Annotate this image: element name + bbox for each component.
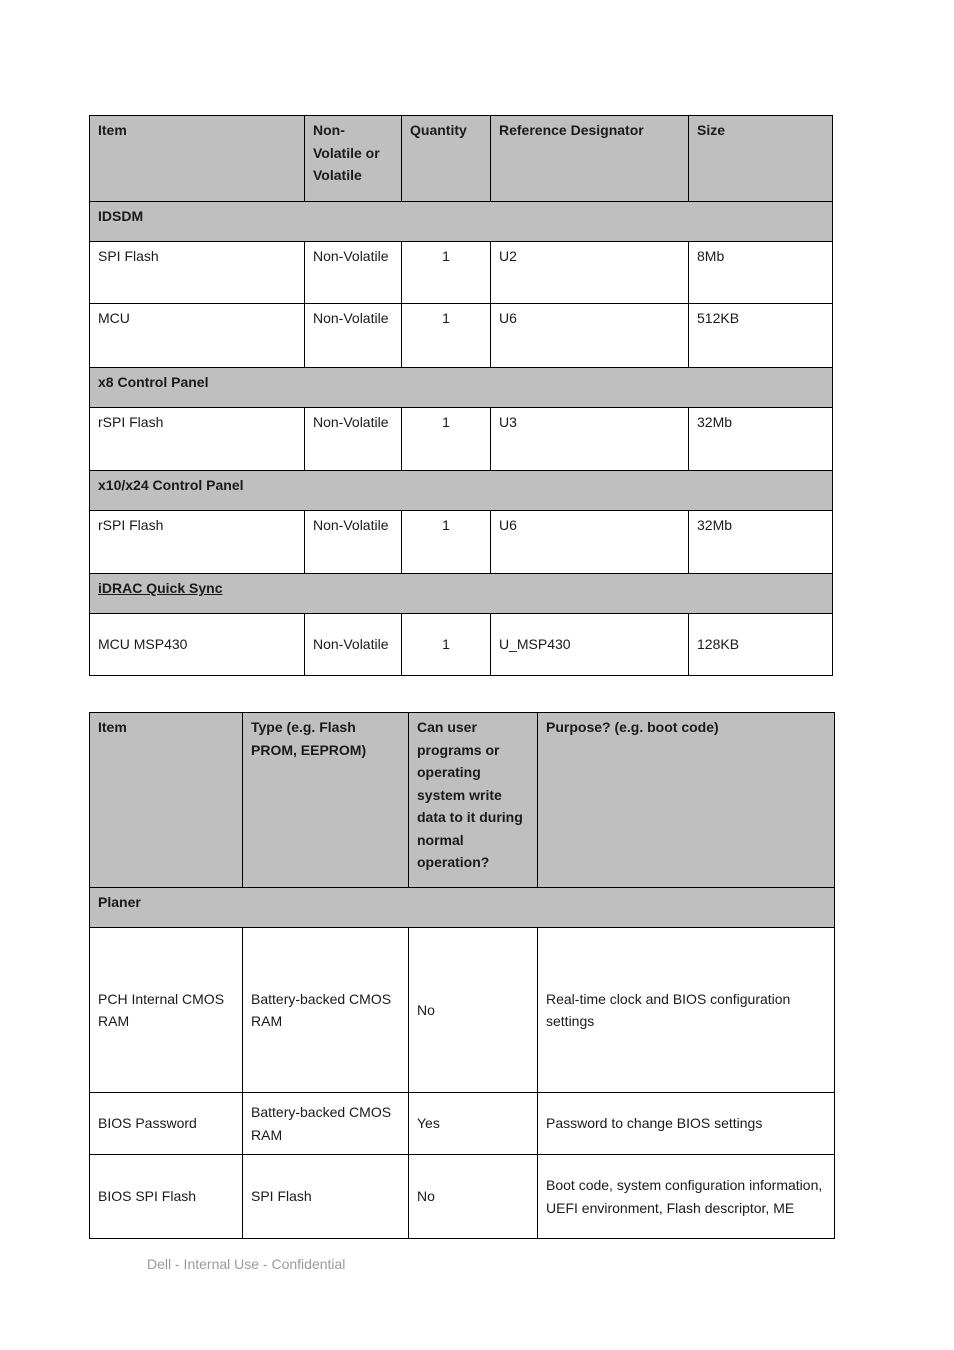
table-row <box>90 1155 835 1239</box>
cell-writable: No <box>409 928 538 1093</box>
cell-ref: U2 <box>491 242 689 304</box>
table-row <box>90 242 833 304</box>
table-row <box>90 614 833 676</box>
table-row <box>90 511 833 574</box>
section-row <box>90 368 833 408</box>
confidentiality-footer: Dell - Internal Use - Confidential <box>147 1256 346 1272</box>
cell-type: SPI Flash <box>243 1155 409 1239</box>
header-quantity: Quantity <box>402 116 491 202</box>
cell-item: SPI Flash <box>90 242 305 304</box>
header-volatility: Non-Volatile or Volatile <box>305 116 402 202</box>
header-writable: Can user programs or operating system write data to it during normal operation? <box>409 713 538 888</box>
cell-volatility: Non-Volatile <box>305 511 402 574</box>
cell-size: 128KB <box>689 614 833 676</box>
cell-quantity: 1 <box>402 304 491 368</box>
cell-type: Battery-backed CMOS RAM <box>243 1093 409 1155</box>
cell-size: 32Mb <box>689 511 833 574</box>
memory-components-table <box>89 115 833 676</box>
table-header-row <box>90 713 835 888</box>
cell-quantity: 1 <box>402 242 491 304</box>
cell-size: 32Mb <box>689 408 833 471</box>
table-row <box>90 928 835 1093</box>
cell-writable: Yes <box>409 1093 538 1155</box>
section-title: x10/x24 Control Panel <box>90 471 833 511</box>
table-row <box>90 1093 835 1155</box>
table-row <box>90 304 833 368</box>
section-title: IDSDM <box>90 202 833 242</box>
cell-item: rSPI Flash <box>90 408 305 471</box>
section-title: iDRAC Quick Sync <box>90 574 833 614</box>
cell-ref: U_MSP430 <box>491 614 689 676</box>
section-row <box>90 574 833 614</box>
header-size: Size <box>689 116 833 202</box>
cell-ref: U6 <box>491 511 689 574</box>
header-purpose: Purpose? (e.g. boot code) <box>538 713 835 888</box>
header-item: Item <box>90 713 243 888</box>
cell-quantity: 1 <box>402 408 491 471</box>
cell-purpose: Real-time clock and BIOS configuration settings <box>538 928 835 1093</box>
header-type: Type (e.g. Flash PROM, EEPROM) <box>243 713 409 888</box>
section-row <box>90 471 833 511</box>
cell-volatility: Non-Volatile <box>305 304 402 368</box>
storage-purpose-table <box>89 712 835 1239</box>
cell-quantity: 1 <box>402 511 491 574</box>
header-reference-designator: Reference Designator <box>491 116 689 202</box>
cell-item: rSPI Flash <box>90 511 305 574</box>
cell-item: BIOS Password <box>90 1093 243 1155</box>
cell-item: MCU <box>90 304 305 368</box>
table-row <box>90 408 833 471</box>
cell-volatility: Non-Volatile <box>305 242 402 304</box>
section-row <box>90 888 835 928</box>
section-title: Planer <box>90 888 835 928</box>
cell-size: 8Mb <box>689 242 833 304</box>
table-header-row <box>90 116 833 202</box>
header-item: Item <box>90 116 305 202</box>
cell-volatility: Non-Volatile <box>305 614 402 676</box>
cell-size: 512KB <box>689 304 833 368</box>
section-title: x8 Control Panel <box>90 368 833 408</box>
cell-item: BIOS SPI Flash <box>90 1155 243 1239</box>
cell-purpose: Password to change BIOS settings <box>538 1093 835 1155</box>
cell-ref: U3 <box>491 408 689 471</box>
cell-purpose: Boot code, system configuration information, UEFI environment, Flash descriptor, ME <box>538 1155 835 1239</box>
cell-quantity: 1 <box>402 614 491 676</box>
cell-type: Battery-backed CMOS RAM <box>243 928 409 1093</box>
cell-ref: U6 <box>491 304 689 368</box>
cell-item: MCU MSP430 <box>90 614 305 676</box>
cell-volatility: Non-Volatile <box>305 408 402 471</box>
section-row <box>90 202 833 242</box>
cell-item: PCH Internal CMOS RAM <box>90 928 243 1093</box>
cell-writable: No <box>409 1155 538 1239</box>
